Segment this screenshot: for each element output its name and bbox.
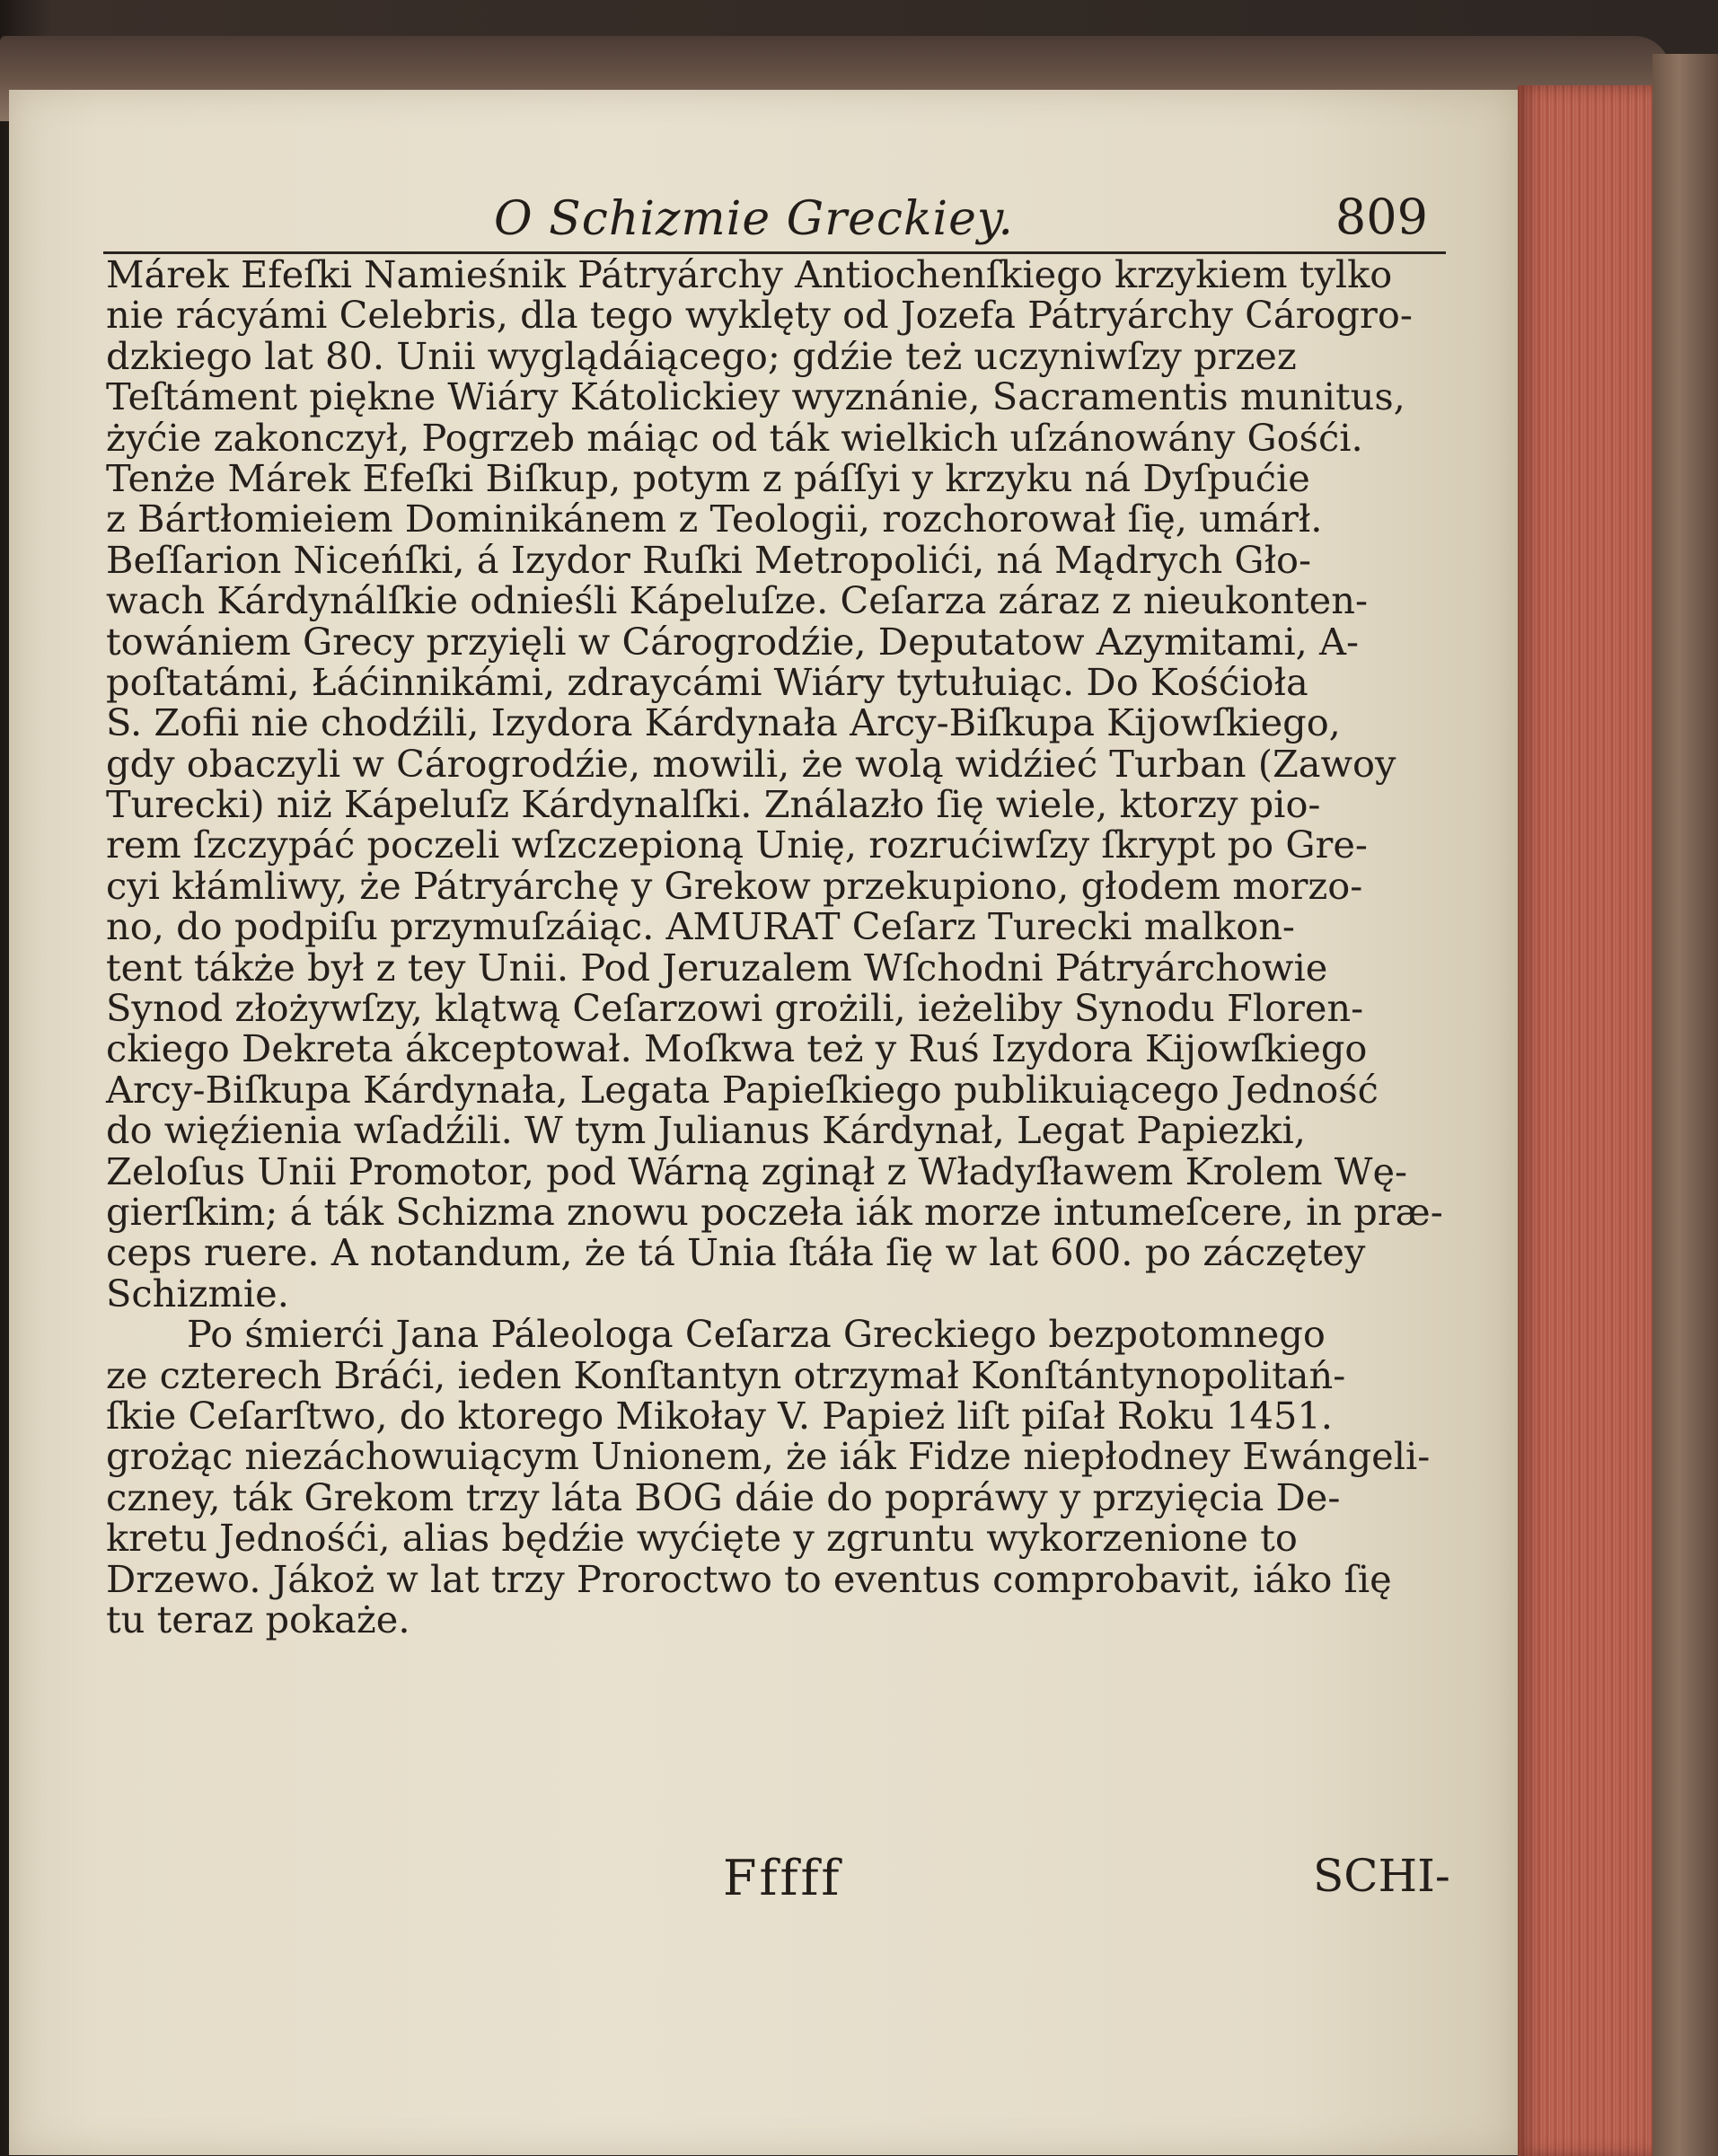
text-line: poſtatámi, Łáćinnikámi, zdraycámi Wiáry tytułuiąc. Do Kośćioła: [106, 659, 1308, 704]
signature-mark: Fffff: [723, 1850, 842, 1906]
text-line: Zeloſus Unii Promotor, pod Wárną zginął z Władyſławem Krolem Wę-: [106, 1148, 1408, 1193]
text-line: tu teraz pokaże.: [106, 1597, 410, 1641]
running-title: O Schizmie Greckiey.: [494, 192, 1014, 246]
text-line: do więźienia wſadźili. W tym Julianus Kárdynał, Legat Papiezki,: [106, 1108, 1306, 1153]
text-line: Tenże Márek Efeſki Biſkup, potym z páſſyi y krzyku ná Dyſpućie: [106, 455, 1310, 500]
text-line: S. Zofii nie chodźili, Izydora Kárdynała Arcy-Biſkupa Kijowſkiego,: [106, 700, 1341, 745]
text-line: gierſkim; á ták Schizma znowu poczeła iák morze intumeſcere, in præ-: [106, 1189, 1443, 1234]
page-number: 809: [1335, 189, 1428, 245]
text-line: cyi kłámliwy, że Pátryárchę y Grekow przekupiono, głodem morzo-: [106, 863, 1363, 908]
text-line: Teſtáment piękne Wiáry Kátolickiey wyznánie, Sacramentis munitus,: [106, 374, 1405, 419]
paragraph-start-line: Po śmierći Jana Páleologa Ceſarza Greckiego bezpotomnego: [187, 1312, 1326, 1357]
text-line: Beſſarion Niceńſki, á Izydor Ruſki Metropolići, ná Mądrych Gło-: [106, 537, 1312, 582]
page-header: [103, 189, 1446, 254]
text-line: towániem Grecy przyięli w Cárogrodźie, Deputatow Azymitami, A-: [106, 619, 1360, 664]
text-line: Drzewo. Jákoż w lat trzy Proroctwo to eventus comprobavit, iáko ſię: [106, 1556, 1392, 1601]
text-line: wach Kárdynálſkie odnieśli Kápeluſze. Ceſarza záraz z nieukonten-: [106, 578, 1368, 623]
body-text: [106, 254, 1453, 1640]
text-line: Márek Efeſki Namieśnik Pátryárchy Antiochenſkiego krzykiem tylko: [106, 252, 1393, 296]
text-line: grożąc niezáchowuiącym Unionem, że iák Fidze niepłodney Ewángeli-: [106, 1434, 1431, 1479]
catchword: SCHI-: [1313, 1850, 1450, 1902]
text-line: Schizmie.: [106, 1271, 289, 1316]
text-line: no, do podpiſu przymuſzáiąc. AMURAT Ceſarz Turecki malkon-: [106, 904, 1295, 949]
text-line: ceps ruere. A notandum, że tá Unia ſtáła ſię w lat 600. po záczętey: [106, 1230, 1366, 1275]
text-line: nie rácyámi Celebris, dla tego wyklęty od Jozefa Pátryárchy Cárogro-: [106, 293, 1413, 338]
book-cover-edge: [1652, 54, 1718, 2156]
text-line: ſkie Ceſarſtwo, do ktorego Mikołay V. Papież liſt piſał Roku 1451.: [106, 1393, 1333, 1438]
text-line: tent tákże był z tey Unii. Pod Jeruzalem Wſchodni Pátryárchowie: [106, 945, 1328, 990]
text-line: gdy obaczyli w Cárogrodźie, mowili, że wolą widźieć Turban (Zawoy: [106, 741, 1396, 786]
text-line: z Bártłomieiem Dominikánem z Teologii, rozchorował ſię, umárł.: [106, 497, 1323, 541]
text-line: dzkiego lat 80. Unii wyglądáiącego; gdźie też uczyniwſzy przez: [106, 333, 1297, 378]
text-line: ckiego Dekreta ákceptował. Moſkwa też y Ruś Izydora Kijowſkiego: [106, 1026, 1368, 1071]
text-line: kretu Jednośći, alias będźie wyćięte y zgruntu wykorzenione to: [106, 1516, 1298, 1561]
text-line: czney, ták Grekom trzy láta BOG dáie do popráwy y przyięcia De-: [106, 1474, 1341, 1519]
text-line: Arcy-Biſkupa Kárdynała, Legata Papieſkiego publikuiącego Jedność: [106, 1067, 1379, 1112]
text-line: ze czterech Bráći, ieden Konſtantyn otrzymał Konſtántynopolitań-: [106, 1352, 1346, 1397]
text-line: Synod złożywſzy, klątwą Ceſarzowi grożili, ieżeliby Synodu Floren-: [106, 986, 1364, 1031]
text-line: żyćie zakonczył, Pogrzeb máiąc od ták wielkich uſzánowány Gośći.: [106, 415, 1363, 460]
text-line: rem ſzczypáć poczeli wſzczepioną Unię, rozrućiwſzy ſkrypt po Gre-: [106, 823, 1368, 867]
red-page-edges: [1518, 85, 1652, 2156]
text-line: Turecki) niż Kápeluſz Kárdynalſki. Ználazło ſię wiele, ktorzy pio-: [106, 782, 1321, 827]
